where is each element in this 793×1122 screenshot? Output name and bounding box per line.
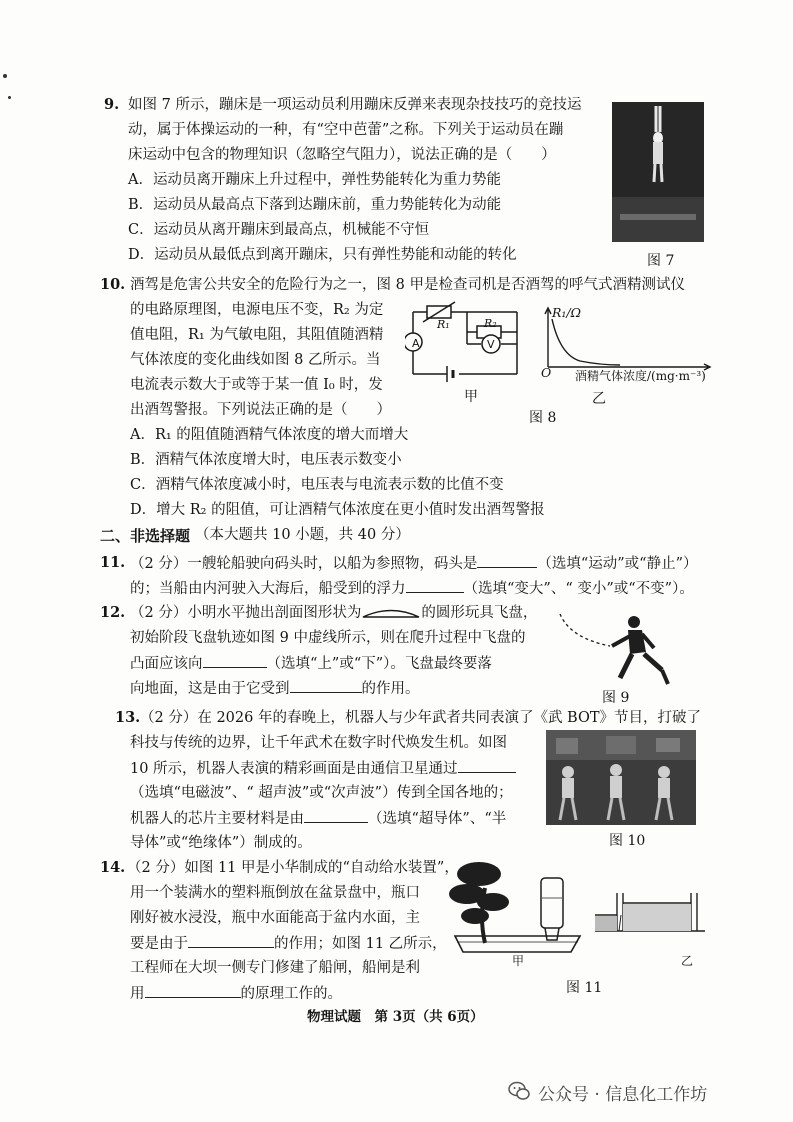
q12-line3 [130, 653, 492, 674]
q12-line4 [130, 678, 420, 699]
q12-line4-a: 向地面，这是由于它受到 [130, 681, 290, 697]
q11-line2 [130, 578, 694, 599]
q13-blank2 [304, 808, 368, 823]
figure8-caption: 图 8 [529, 410, 557, 426]
page-footer: 物理试题 第 3页（共 6页） [307, 1009, 484, 1025]
graph-origin: O [541, 365, 552, 380]
q12-number: 12. [100, 604, 126, 621]
q14-blank1 [188, 933, 274, 948]
edge-mark [3, 74, 7, 78]
q13-number: 13. [115, 709, 141, 726]
q10-option-a: A．R₁ 的阻值随酒精气体浓度的增大而增大 [130, 427, 409, 443]
frisbee-profile-icon [361, 606, 421, 620]
q13-line5-a: 机器人的芯片主要材料是由 [130, 811, 304, 827]
edge-mark [8, 96, 11, 99]
circuit-diagram [405, 300, 535, 385]
section2-title: 二、非选择题 [100, 527, 191, 545]
q12-blank1 [203, 653, 267, 668]
q13-line2: 科技与传统的边界，让千年武术在数字时代焕发生机。如图 [130, 735, 507, 751]
q10-line1: 酒驾是危害公共安全的危险行为之一，图 8 甲是检查司机是否酒驾的呼气式酒精测试仪 [130, 277, 685, 293]
ship-lock-figure [595, 885, 705, 940]
q14-line4-b: 的作用；如图 11 乙所示， [274, 936, 447, 952]
q14-line4 [130, 933, 447, 954]
q10-line2: 的电路原理图，电源电压不变，R₂ 为定 [130, 302, 384, 318]
q14-line1: （2 分）如图 11 甲是小华制成的“自动给水装置”， [127, 860, 459, 876]
q11-number: 11. [100, 554, 126, 571]
q13-line4: （选填“电磁波”、“ 超声波”或“次声波”）传到全国各地的； [130, 785, 513, 801]
q13-line5-b: （选填“超导体”、“半 [368, 811, 507, 827]
q12-blank2 [290, 678, 362, 693]
q10-option-b: B．酒精气体浓度增大时，电压表示数变小 [130, 452, 402, 468]
q10-number: 10. [100, 276, 126, 293]
trampoline-photo [612, 102, 704, 242]
figure7-caption: 图 7 [647, 253, 675, 269]
q9-option-d: D．运动员从最低点到离开蹦床，只有弹性势能和动能的转化 [128, 247, 517, 263]
figure11-yi-label: 乙 [681, 954, 694, 968]
q11-line1 [130, 553, 698, 574]
q14-line4-a: 要是由于 [130, 936, 188, 952]
q12-line1-a: （2 分）小明水平抛出剖面图形状为 [130, 605, 362, 621]
figure11-caption: 图 11 [566, 980, 603, 996]
q13-line3 [130, 758, 516, 779]
q14-line3: 刚好被水浸没，瓶中水面能高于盆内水面，主 [130, 910, 420, 926]
frisbee-throw-figure [550, 608, 680, 688]
q14-blank2 [145, 983, 241, 998]
q9-option-c: C．运动员从离开蹦床到最高点，机械能不守恒 [128, 222, 430, 238]
q10-option-c: C．酒精气体浓度减小时，电压表与电流表示数的比值不变 [130, 477, 504, 493]
q12-line3-b: （选填“上”或“下”）。飞盘最终要落 [266, 656, 492, 672]
q10-option-d: D．增大 R₂ 的阻值，可让酒精气体浓度在更小值时发出酒驾警报 [130, 502, 545, 518]
graph-x-label: 酒精气体浓度/(mg·m⁻³) [575, 369, 706, 383]
figure9-caption: 图 9 [602, 690, 630, 706]
section2-desc: （本大题共 10 小题，共 40 分） [195, 527, 410, 543]
figure11-jia-label: 甲 [512, 954, 525, 968]
r1-label: R₁ [437, 318, 450, 331]
q9-option-b: B．运动员从最高点下落到达蹦床前，重力势能转化为动能 [128, 197, 502, 213]
q13-line3-text: 10 所示，机器人表演的精彩画面是由通信卫星通过 [130, 761, 458, 777]
q11-line2-a: 的；当船由内河驶入大海后，船受到的浮力 [130, 581, 406, 597]
voltmeter-symbol: V [487, 338, 495, 351]
q14-line2: 用一个装满水的塑料瓶倒放在盆景盘中，瓶口 [130, 885, 420, 901]
q11-line1-b: （选填“运动”或“静止”） [537, 556, 698, 572]
wechat-icon [508, 1081, 530, 1101]
graph-yi-label: 乙 [592, 391, 606, 407]
q14-line5: 工程师在大坝一侧专门修建了船闸，船闸是利 [130, 960, 420, 976]
q11-blank1 [477, 553, 537, 568]
circuit-jia-label: 甲 [464, 389, 478, 405]
q12-line4-b: 的作用。 [361, 681, 420, 697]
q10-line3: 值电阻，R₁ 为气敏电阻，其阻值随酒精 [130, 327, 384, 343]
q9-line3: 床运动中包含的物理知识（忽略空气阻力），说法正确的是（ ） [128, 147, 556, 163]
q12-line2: 初始阶段飞盘轨迹如图 9 中虚线所示，则在爬升过程中飞盘的 [130, 630, 526, 646]
q9-option-a: A．运动员离开蹦床上升过程中，弹性势能转化为重力势能 [128, 172, 501, 188]
auto-watering-figure [445, 858, 585, 958]
q13-line5 [130, 808, 506, 829]
q10-line4: 气体浓度的变化曲线如图 8 乙所示。当 [130, 352, 381, 368]
q13-blank1 [458, 758, 516, 773]
q10-line6: 出酒驾警报。下列说法正确的是（ ） [130, 402, 391, 418]
q9-number: 9. [104, 96, 120, 113]
r2-label: R₂ [484, 317, 497, 330]
q11-line2-b: （选填“变大”、“ 变小”或“不变”）。 [463, 581, 694, 597]
robot-performance-photo [546, 730, 696, 825]
q11-blank2 [406, 578, 464, 593]
q9-line1: 如图 7 所示，蹦床是一项运动员利用蹦床反弹来表现杂技技巧的竞技运 [128, 97, 582, 113]
q14-line6-a: 用 [130, 986, 145, 1002]
graph-y-label: R₁/Ω [552, 305, 581, 320]
ammeter-symbol: A [412, 337, 420, 350]
figure10-caption: 图 10 [609, 833, 646, 849]
q12-line1 [130, 603, 537, 623]
q12-line1-b: 的圆形玩具飞盘， [421, 605, 538, 621]
q11-line1-a: （2 分）一艘轮船驶向码头时，以船为参照物，码头是 [130, 556, 478, 572]
q12-line3-a: 凸面应该向 [130, 656, 203, 672]
q14-line6 [130, 983, 342, 1004]
q14-number: 14. [100, 859, 126, 876]
q13-line6: 导体”或“绝缘体”）制成的。 [130, 835, 312, 851]
q10-line5: 电流表示数大于或等于某一值 I₀ 时，发 [130, 377, 383, 393]
q14-line6-b: 的原理工作的。 [240, 986, 342, 1002]
q13-line1: （2 分）在 2026 年的春晚上，机器人与少年武者共同表演了《武 BOT》节目，打破了 [140, 710, 702, 726]
q9-line2: 动，属于体操运动的一种，有“空中芭蕾”之称。下列关于运动员在蹦 [128, 122, 564, 138]
watermark-text: 公众号 · 信息化工作坊 [538, 1085, 708, 1105]
